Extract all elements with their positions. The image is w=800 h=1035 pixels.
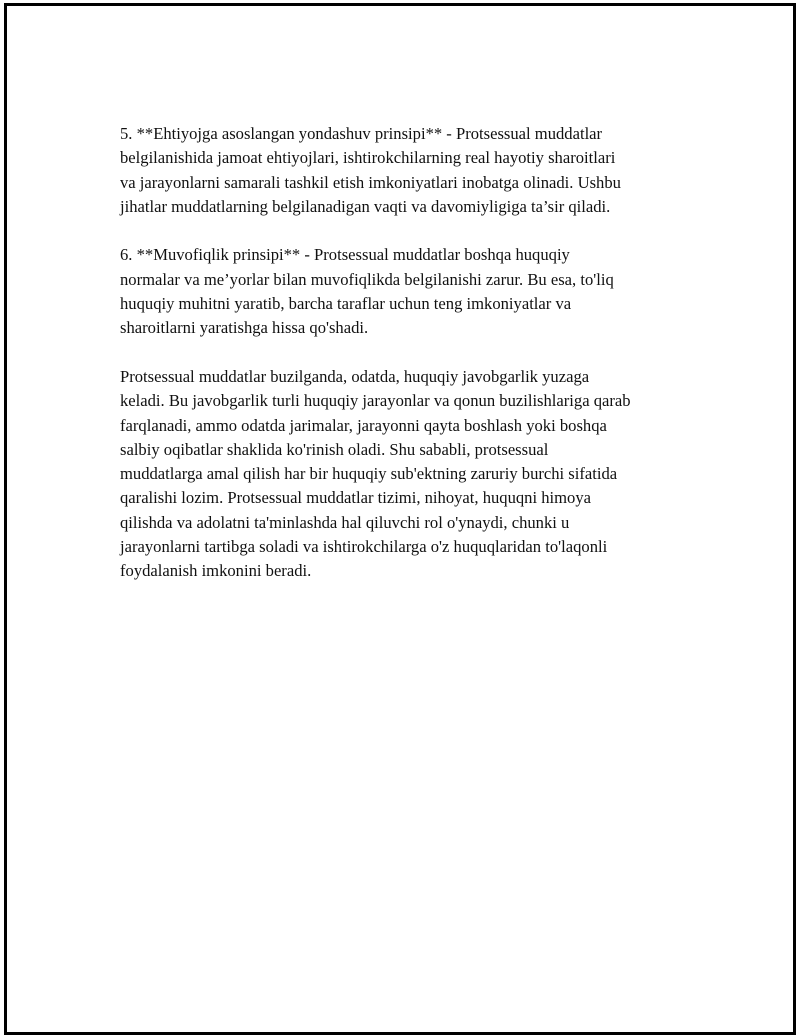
document-body (120, 122, 700, 608)
text-line: sharoitlarni yaratishga hissa qo'shadi. (120, 318, 369, 338)
text-line: 6. **Muvofiqlik prinsipi** - Protsessual muddatlar boshqa huquqiy (120, 245, 570, 265)
paragraph-principle-6 (120, 243, 700, 340)
paragraph-conclusion (120, 365, 700, 584)
text-line: jarayonlarni tartibga soladi va ishtirokchilarga o'z huquqlaridan to'laqonli (120, 537, 608, 557)
page-frame (4, 3, 796, 1035)
text-line: qaralishi lozim. Protsessual muddatlar tizimi, nihoyat, huquqni himoya (120, 488, 592, 508)
text-line: salbiy oqibatlar shaklida ko'rinish oladi. Shu sababli, protsessual (120, 439, 549, 459)
text-line: foydalanish imkonini beradi. (120, 561, 312, 581)
text-line: belgilanishida jamoat ehtiyojlari, ishtirokchilarning real hayotiy sharoitlari (120, 148, 616, 168)
text-line: jihatlar muddatlarning belgilanadigan vaqti va davomiyligiga ta’sir qiladi. (120, 196, 611, 216)
paragraph-principle-5 (120, 122, 700, 219)
text-line: va jarayonlarni samarali tashkil etish imkoniyatlari inobatga olinadi. Ushbu (120, 172, 621, 192)
text-line: muddatlarga amal qilish har bir huquqiy sub'ektning zaruriy burchi sifatida (120, 464, 618, 484)
text-line: farqlanadi, ammo odatda jarimalar, jarayonni qayta boshlash yoki boshqa (120, 415, 607, 435)
text-line: normalar va me’yorlar bilan muvofiqlikda belgilanishi zarur. Bu esa, to'liq (120, 269, 614, 289)
text-line: Protsessual muddatlar buzilganda, odatda, huquqiy javobgarlik yuzaga (120, 366, 590, 386)
text-line: keladi. Bu javobgarlik turli huquqiy jarayonlar va qonun buzilishlariga qarab (120, 391, 631, 411)
text-line: qilishda va adolatni ta'minlashda hal qiluvchi rol o'ynaydi, chunki u (120, 512, 570, 532)
text-line: huquqiy muhitni yaratib, barcha taraflar uchun teng imkoniyatlar va (120, 294, 572, 314)
text-line: 5. **Ehtiyojga asoslangan yondashuv prinsipi** - Protsessual muddatlar (120, 124, 603, 143)
